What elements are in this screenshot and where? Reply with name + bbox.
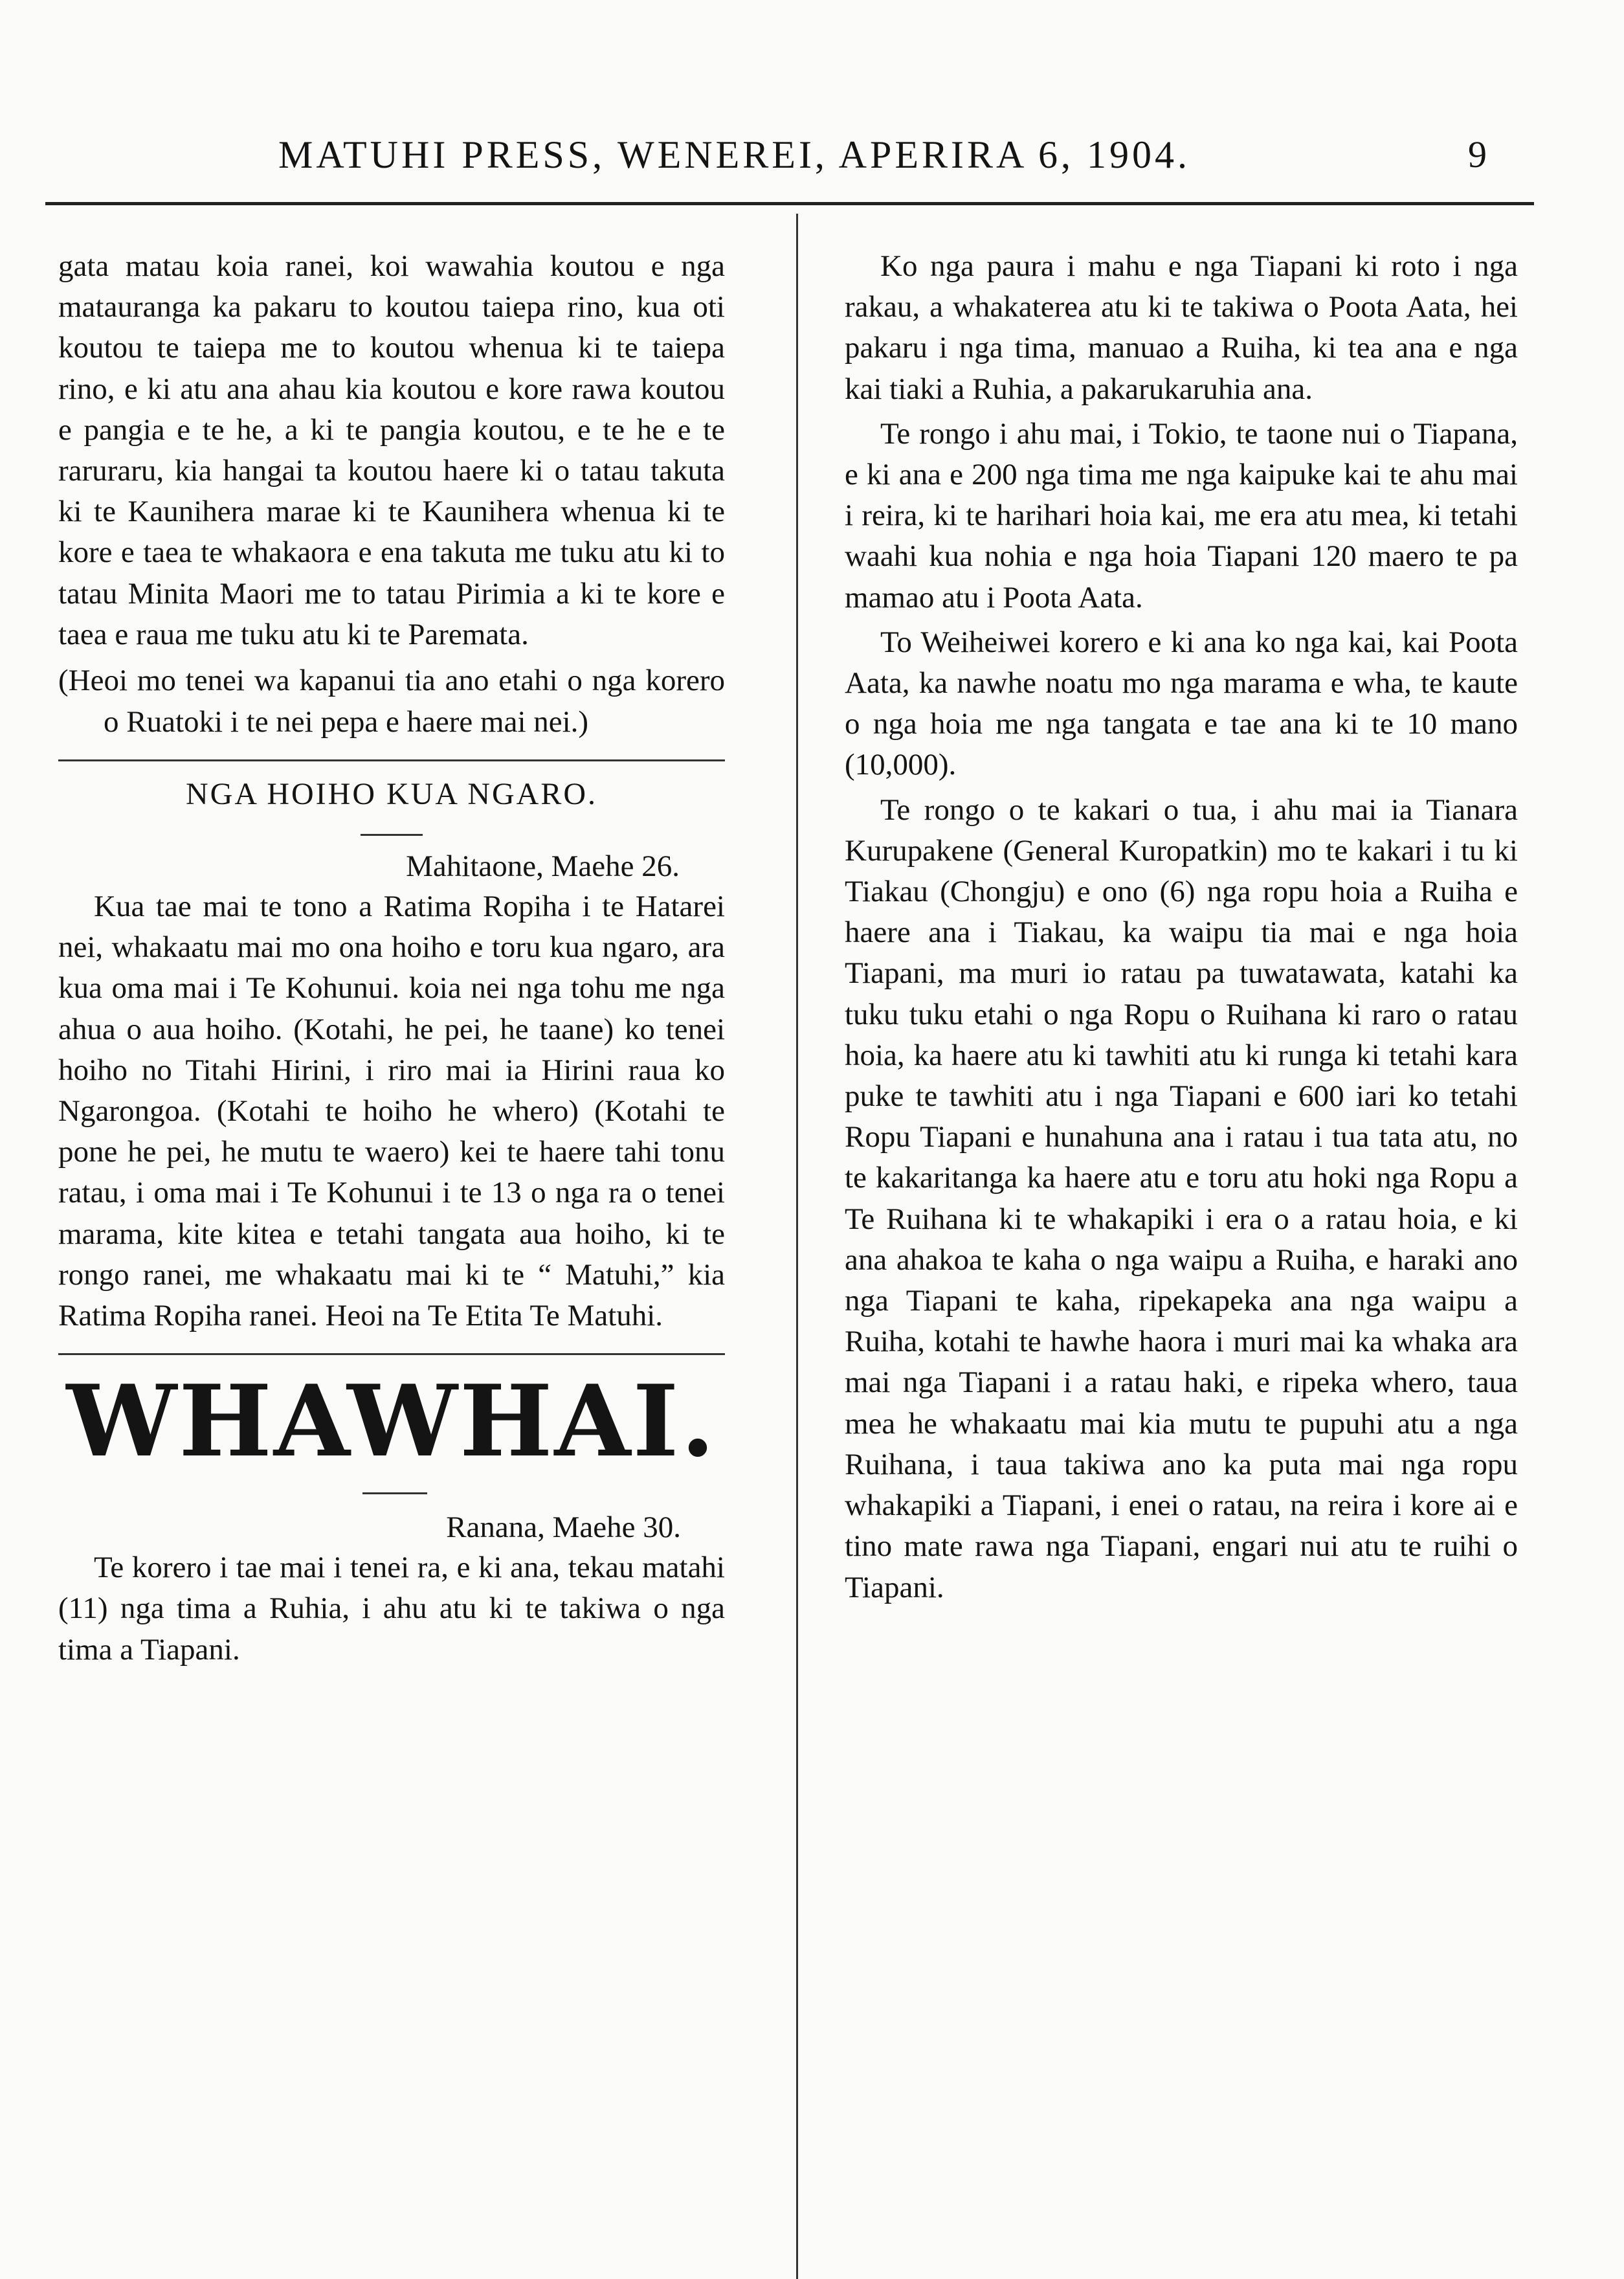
section-rule <box>58 1353 725 1355</box>
news-paragraph: Te rongo o te kakari o tua, i ahu mai ia Tianara Kurupakene (General Kuropatkin) mo te kakari i tu ki Tiakau (Chongju) e ono (6) nga ropu hoia a Ruiha e haere ana i Tiakau, ka waipu tia mai e nga hoia Tiapani, ma muri io ratau pa tuwatawata, katahi ka tuku tuku etahi o nga Ropu o Ruihana ki raro o ratau hoia, ka haere atu ki tawhiti atu ki runga ki tetahi kara puke te tawhiti atu i nga Tiapani e 600 iari ko tetahi Ropu Tiapani e hunahuna ana i ratau i tua tata atu, no te kakaritanga ka haere atu e toru atu hoki nga Ropu a Te Ruihana ki te whakapiki i era o a ratau hoia, e ki ana ahakoa te kaha o nga waipu a Ruiha, e haraki ano nga Tiapani te kaha, ripekapeka ana nga waipu a Ruiha, kotahi te hawhe haora i muri mai ka whaka ara mai nga Tiapani i a ratau haki, e ripeka whero, taua mea he whakaatu mai kia mutu te pupuhi atu a nga Ruihana, i taua takiwa ano ka puta mai nga ropu whakapiki a Tiapani, i enei o ratau, na reira i kore ai e tino mate rawa nga Tiapani, engari nui atu te ruihi o Tiapani. <box>845 792 1518 1604</box>
news-paragraph: Te rongo i ahu mai, i Tokio, te taone nui o Tiapana, e ki ana e 200 nga tima me nga kaipuke kai te ahu mai i reira, ki te harihari hoia kai, me era atu mea, ki tetahi waahi kua nohia e nga hoia Tiapani 120 maero te pa mamao atu i Poota Aata. <box>845 416 1518 614</box>
lost-horses-heading: NGA HOIHO KUA NGARO. <box>186 777 597 812</box>
section-dash <box>362 1492 427 1494</box>
opening-paragraph: gata matau koia ranei, koi wawahia koutou e nga matauranga ka pakaru to koutou taiepa rino, kua oti koutou te taiepa me to koutou whenua ki te taiepa rino, e ki atu ana ahau kia koutou e kore rawa koutou e pangia e te he, a ki te pangia koutou, e te he e te raruraru, kia hangai ta koutou haere ki o tatau takuta ki te Kaunihera marae ki te Kaunihera whenua ki te kore e taea te whakaora e ena takuta me tuku atu ki to tatau Minita Maori me to tatau Pirimia a ki te kore e taea e raua me tuku atu ki te Paremata. <box>58 249 725 651</box>
left-column <box>58 246 725 1670</box>
section-rule <box>58 759 725 761</box>
war-heading: WHAWHAI. <box>66 1363 717 1479</box>
masthead-title: MATUHI PRESS, WENEREI, APERIRA 6, 1904. <box>278 133 1191 176</box>
header-rule <box>45 202 1534 205</box>
news-paragraph: Ko nga paura i mahu e nga Tiapani ki roto i nga rakau, a whakaterea atu ki te takiwa o Poota Aata, hei pakaru i nga tima, manuao a Ruiha, ki tea ana e nga kai tiaki a Ruhia, a pakarukaruhia ana. <box>845 249 1518 406</box>
editor-note: (Heoi mo tenei wa kapanui tia ano etahi o nga korero o Ruatoki i te nei pepa e haere mai nei.) <box>58 664 725 739</box>
news-paragraph: To Weiheiwei korero e ki ana ko nga kai, kai Poota Aata, ka nawhe noatu mo nga marama e wha, te kaute o nga hoia me nga tangata e tae ana ki te 10 mano (10,000). <box>845 625 1518 782</box>
war-body: Te korero i tae mai i tenei ra, e ki ana, tekau matahi (11) nga tima a Ruhia, i ahu atu ki te takiwa o nga tima a Tiapani. <box>58 1551 725 1667</box>
page-number: 9 <box>1468 133 1487 175</box>
column-divider <box>796 214 798 2279</box>
war-dateline: Ranana, Maehe 30. <box>446 1510 681 1545</box>
lost-horses-dateline: Mahitaone, Maehe 26. <box>406 849 680 884</box>
right-column <box>845 246 1518 1612</box>
lost-horses-body: Kua tae mai te tono a Ratima Ropiha i te Hatarei nei, whakaatu mai mo ona hoiho e toru kua ngaro, ara kua oma mai i Te Kohunui. koia nei nga tohu me nga ahua o aua hoiho. (Kotahi, he pei, he taane) ko tenei hoiho no Titahi Hirini, i riro mai ia Hirini raua ko Ngarongoa. (Kotahi te hoiho he whero) (Kotahi te pone he pei, he mutu te waero) kei te haere tahi tonu ratau, i oma mai i Te Kohunui i te 13 o nga ra o tenei marama, kite kitea e tetahi tangata aua hoiho, ki te rongo ranei, me whakaatu mai ki te “ Matuhi,” kia Ratima Ropiha ranei. Heoi na Te Etita Te Matuhi. <box>58 890 725 1333</box>
section-dash <box>361 834 423 836</box>
page-header <box>0 133 1624 178</box>
